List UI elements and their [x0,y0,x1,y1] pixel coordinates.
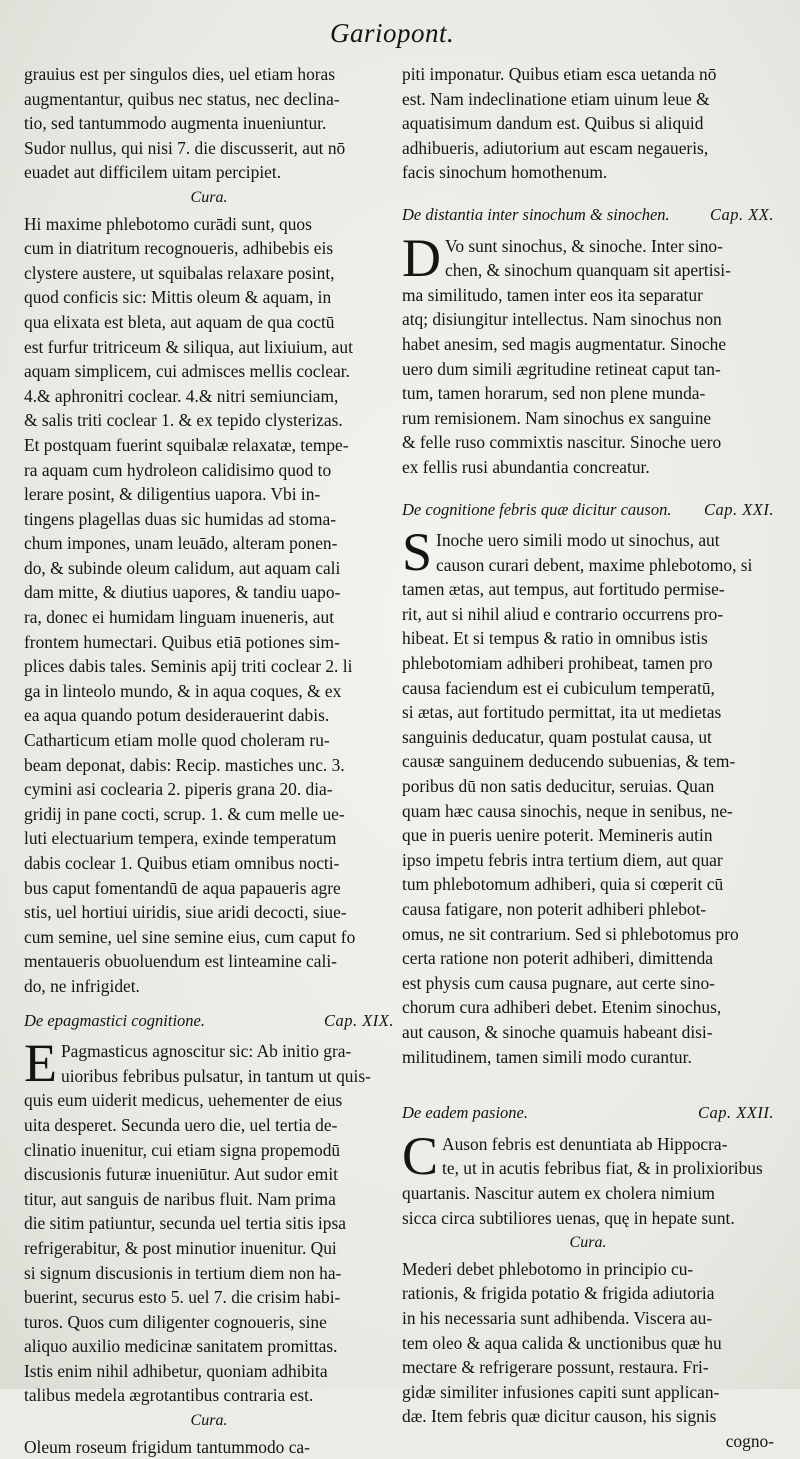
text-line: lerare posint, & diligentius uapora. Vbi in- [24,484,321,505]
text-line: clystere austere, ut squibalas relaxare posint, [24,262,335,283]
text-line: si signum discusionis in tertium diem non ha- [24,1262,342,1283]
text-line: sicca circa subtiliores uenas, quę in hepate sunt. [402,1207,735,1228]
text-line: cymini asi coclearia 2. piperis grana 20. dia- [24,779,333,800]
text-line: qua elixata est bleta, aut aquam de qua coctū [24,311,335,332]
text-line: est. Nam indeclinatione etiam uinum leue & [402,88,710,109]
right-column [402,62,774,1453]
text-line: & salis triti coclear 1. & ex tepido clysterizas. [24,410,343,431]
text-line: ra aquam cum hydroleon calidisimo quod to [24,459,332,480]
paragraph [24,1435,394,1459]
text-line: mectare & refrigerare possunt, restaura. Fri- [402,1357,709,1378]
text-line: grauius est per singulos dies, uel etiam horas [24,64,336,84]
text-line: sanguinis deducatur, quam postulat causa, ut [402,726,712,747]
text-line: Et postquam fuerint squibalæ relaxatæ, tempe- [24,434,349,455]
text-line: causæ sanguinem deducendo subuenias, & tem- [402,751,736,772]
text-line: tum phlebotomum adhiberi, quia si cœperit cū [402,874,724,895]
text-line: quod conficis sic: Mittis oleum & aquam, in [24,287,332,308]
text-line: luti electuarium tempera, exinde temperatum [24,828,337,849]
text-line: chorum cura adhiberi debet. Etenim sinochus, [402,997,722,1018]
text-line: si ætas, aut fortitudo permittat, ita ut medietas [402,702,722,723]
chapter-number: Cap. XX. [709,204,774,224]
text-line: beam deponat, dabis: Recip. mastiches unc. 3. [24,754,345,775]
text-line: chen, & sinochum quanquam sit apertisi- [445,260,731,281]
paragraph [402,227,774,480]
text-line: habet anesim, sed magis augmentatur. Sinoche [402,333,727,354]
paragraph [24,62,394,185]
chapter-title: De epagmastici cognitione. [24,1010,206,1030]
text-line: omus, ne sit contrarium. Sed si phlebotomus pro [402,923,739,944]
paragraph [24,212,394,999]
text-line: cum semine, uel sine semine eius, cum caput fo [24,926,356,947]
text-line: cogno- [725,1430,774,1451]
text-line: causa fatigare, non poterit adhiberi phlebot- [402,899,707,919]
text-line: aut causon, & sinoche quamuis habeant disi- [402,1021,713,1042]
text-line: cum in diatritum recognoueris, adhibebis eis [24,238,334,259]
text-line: refrigerabitur, & post minutior inuenitur. Qui [24,1237,337,1258]
text-line: Oleum roseum frigidum tantummodo ca- [24,1436,310,1457]
text-line: Pagmasticus agnoscitur sic: Ab initio gra- [61,1041,352,1062]
paragraph [402,1257,774,1454]
text-line: Hi maxime phlebotomo curādi sunt, quos [24,213,312,234]
text-line: te, ut in acutis febribus fiat, & in prolixioribus [442,1158,763,1179]
text-line: ra, donec ei humidam linguam inueneris, aut [24,607,335,628]
text-line: tem oleo & aqua calida & unctionibus quæ hu [402,1332,722,1353]
text-line: in his necessaria sunt adhibenda. Viscera au- [402,1307,713,1328]
text-line: dæ. Item febris quæ dicitur causon, his signis [402,1406,717,1427]
text-line: talibus medela ægrotantibus contraria est. [24,1385,314,1406]
text-line: quis eum uiderit medicus, uehementer de eius [24,1090,343,1111]
text-line: tamen ætas, aut tempus, aut fortitudo permise- [402,579,725,600]
text-line: & felle ruso commixtis nascitur. Sinoche uero [402,432,722,453]
text-line: 4.& aphronitri coclear. 4.& nitri semiunciam, [24,385,339,406]
text-line: uioribus febribus pulsatur, in tantum ut quis- [61,1065,371,1086]
text-line: ea aqua quando potum desiderauerint dabis. [24,705,330,726]
text-line: stis, uel hortiui uiridis, siue aridi decocti, siue- [24,902,347,923]
text-line: causon curari debent, maxime phlebotomo, si [436,554,753,575]
text-line: que in pueris uenire poterit. Memineris autin [402,825,713,846]
text-line: Mederi debet phlebotomo in principio cu- [402,1258,694,1279]
spacer [402,185,774,193]
drop-cap: D [402,227,441,288]
text-line: mentaueris obuoluendum est linteamine cali- [24,951,337,972]
text-line: uita desperet. Secunda uero die, uel tertia de- [24,1114,338,1135]
section-heading-cura: Cura. [190,188,228,206]
text-line: ex fellis rusi abundantia concreatur. [402,456,650,477]
text-line: phlebotomiam adhiberi prohibeat, tamen pro [402,653,713,674]
text-line: Sudor nullus, qui nisi 7. die discusserit, aut nō [24,137,346,158]
text-line: est furfur tritriceum & siliqua, aut lixiuium, aut [24,336,353,357]
text-line: chum impones, unam leuādo, alteram ponen- [24,533,338,554]
text-line: hibeat. Et si tempus & ratio in omnibus istis [402,628,708,649]
text-line: rationis, & frigida potatio & frigida adiutoria [402,1283,715,1304]
text-line: titur, aut sanguis de naribus fluit. Nam prima [24,1188,336,1209]
text-line: discusionis futuræ inueniūtur. Aut sudor emit [24,1164,338,1185]
text-line: gidæ similiter infusiones capiti sunt applican- [402,1381,720,1402]
chapter-heading [402,1101,774,1126]
chapter-heading [24,1009,394,1034]
section-heading-cura: Cura. [190,1412,228,1430]
text-line: ga in linteolo mundo, & in aqua coques, & ex [24,680,342,701]
text-line: do, ne infrigidet. [24,975,140,996]
text-line: poribus dū non satis deducitur, seruias. Quan [402,776,715,797]
text-line: frontem humectari. Quibus etiā potiones sim- [24,631,340,652]
chapter-heading [402,203,774,228]
text-line: rum remisionem. Nam sinochus ex sanguine [402,407,712,428]
text-line: euadet aut difficilem uitam percipiet. [24,162,282,183]
text-line: ipso impetu febris intra tertium diem, aut quar [402,849,723,870]
text-line: tum, tamen horarum, sed non plene munda- [402,383,706,404]
left-column [24,62,394,1459]
text-line: adhibueris, adiutorium aut escam negaueris, [402,137,709,158]
chapter-number: Cap. XXI. [703,499,774,519]
text-line: Vo sunt sinochus, & sinoche. Inter sino- [445,235,723,256]
text-line: clinatio inuenitur, cui etiam signa propemodū [24,1139,341,1160]
text-line: turos. Quos cum diligenter cognoueris, sine [24,1311,327,1332]
spacer [402,480,774,488]
text-line: quartanis. Nascitur autem ex cholera nimium [402,1182,715,1203]
chapter-number: Cap. XIX. [323,1010,394,1030]
text-line: dabis coclear 1. Quibus etiam omnibus nocti- [24,853,340,873]
paragraph [402,1125,774,1230]
text-line: aquatisimum dandum est. Quibus si aliquid [402,113,704,134]
text-line: piti imponatur. Quibus etiam esca uetanda nō [402,64,717,84]
chapter-title: De eadem pasione. [402,1103,529,1123]
text-line: Auson febris est denuntiata ab Hippocra- [442,1133,728,1154]
text-line: dam mitte, & diutius uapores, & tandiu uapo- [24,582,341,603]
text-line: gridij in pane cocti, scrup. 1. & cum melle ue- [24,803,345,824]
text-line: facis sinochum homothenum. [402,162,608,183]
running-head: Gariopont. [330,18,455,48]
paragraph [402,522,774,1069]
text-line: causa faciendum est ei cubiculum temperatū, [402,677,715,698]
chapter-title: De cognitione febris quæ dicitur causon. [402,499,672,519]
text-line: uero dum simili ægritudine retineat caput tan- [402,358,721,379]
text-line: Inoche uero simili modo ut sinochus, aut [436,530,720,551]
text-line: atq; disiungitur intellectus. Nam sinochus non [402,309,722,330]
text-line: buerint, securus esto 5. uel 7. die crisim habi- [24,1287,341,1308]
text-line: certa ratione non poterit adhiberi, dimittenda [402,948,713,969]
chapter-heading [402,498,774,523]
text-line: die sitim patiuntur, secunda uel tertia sitis ipsa [24,1213,346,1234]
text-line: Catharticum etiam molle quod choleram ru- [24,730,330,751]
drop-cap: E [24,1033,57,1094]
chapter-title: De distantia inter sinochum & sinochen. [402,204,670,224]
text-line: augmentantur, quibus nec status, nec declina- [24,88,340,109]
text-line: plices dabis tales. Seminis apij triti coclear 2. li [24,656,353,677]
text-line: tio, sed tantummodo augmenta inueniuntur. [24,113,327,134]
chapter-number: Cap. XXII. [697,1103,774,1123]
spacer [402,1069,774,1091]
text-line: Istis enim nihil adhibetur, quoniam adhibita [24,1360,328,1381]
text-line: ma similitudo, tamen inter eos ita separatur [402,284,703,305]
text-line: rit, aut si nihil aliud e contrario occurrens pro- [402,603,724,624]
text-line: tingens plagellas duas sic humidas ad stoma- [24,508,337,529]
text-line: bus caput fomentandū de aqua papaueris agre [24,877,341,898]
text-line: quam hæc causa sinochis, neque in senibus, ne- [402,800,733,821]
paragraph [24,1033,394,1408]
paragraph [402,62,774,185]
section-heading-cura: Cura. [569,1234,607,1252]
text-line: militudinem, tamen simili modo curantur. [402,1046,692,1067]
text-line: aliquo auxilio medicinæ sanitatem promittas. [24,1336,338,1357]
text-line: aquam simplicem, cui admisces mellis coclear. [24,361,350,382]
text-line: do, & subinde oleum calidum, aut aquam cali [24,557,341,578]
drop-cap: C [402,1125,439,1186]
drop-cap: S [402,522,433,583]
text-line: est physis cum causa pugnare, aut certe sino- [402,972,715,993]
